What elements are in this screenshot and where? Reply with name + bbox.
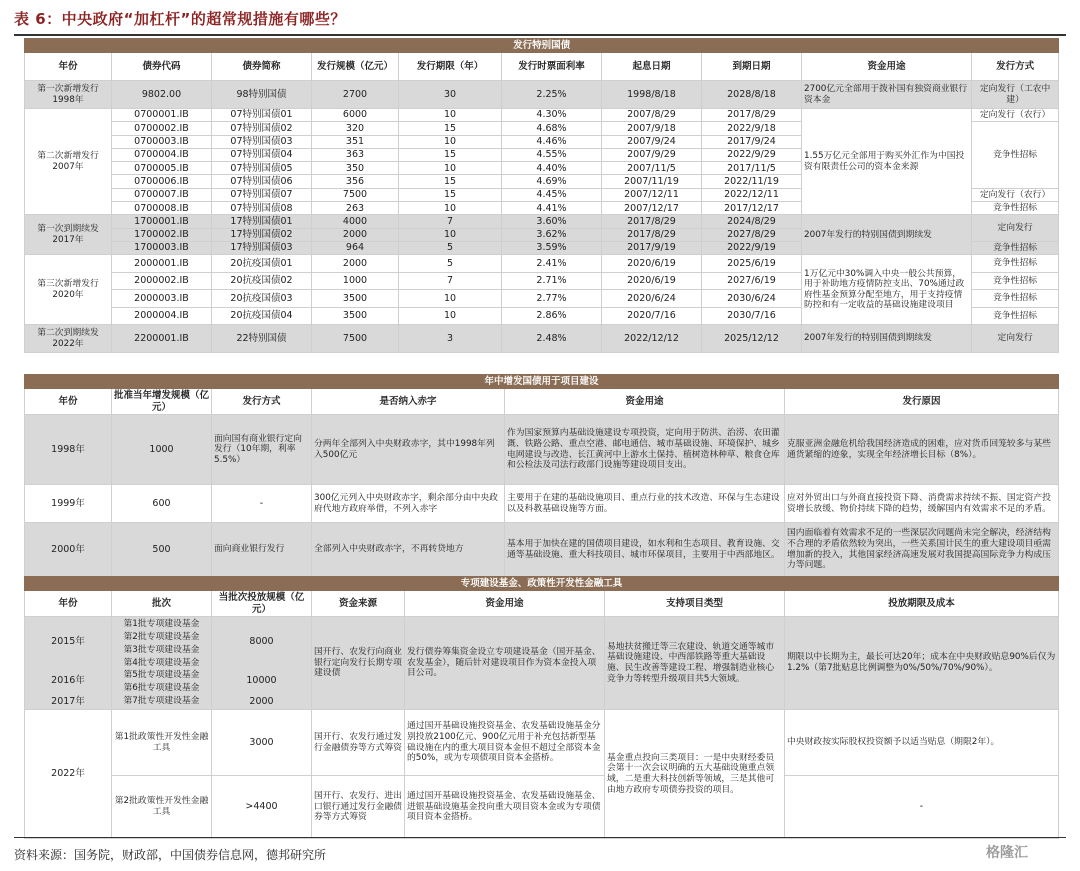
s1-cell-name: 17特别国债03 bbox=[212, 241, 312, 254]
s1-cell-rate: 4.41% bbox=[502, 202, 602, 215]
s3-size-b2: >4400 bbox=[212, 776, 312, 839]
s1-method: 定向发行（农行） bbox=[972, 188, 1059, 201]
s1-usage: 2007年发行的特别国债到期续发 bbox=[802, 325, 972, 353]
s3-col-header: 支持项目类型 bbox=[605, 591, 785, 617]
s1-cell-term: 10 bbox=[399, 202, 502, 215]
s1-cell-term: 10 bbox=[399, 162, 502, 175]
s1-cell-code: 0700005.IB bbox=[112, 162, 212, 175]
s3-batch-item: 第1批专项建设基金 bbox=[123, 619, 200, 630]
s1-cell-code: 1700001.IB bbox=[112, 215, 212, 228]
s2-cell-usage: 基本用于加快在建的国债项目建设，如水利和生态项目、教育设施、交通等基础设施、重大科技项目、城市环保项目，主要用于中西部地区。 bbox=[505, 523, 785, 577]
s1-cell-name: 07特别国债03 bbox=[212, 135, 312, 148]
s1-cell-code: 0700006.IB bbox=[112, 175, 212, 188]
s3-sizes-a bbox=[212, 617, 312, 710]
s1-cell-term: 3 bbox=[399, 325, 502, 353]
s3-batch-item: 第6批专项建设基金 bbox=[123, 683, 200, 694]
s1-cell-rate: 4.68% bbox=[502, 122, 602, 135]
s1-cell-term: 15 bbox=[399, 188, 502, 201]
s1-cell-start: 2020/6/24 bbox=[602, 290, 702, 308]
s1-usage: 2007年发行的特别国债到期续发 bbox=[802, 215, 972, 255]
s1-cell-end: 2022/11/19 bbox=[702, 175, 802, 188]
s3-size-2016: 10000 bbox=[246, 675, 277, 686]
s1-cell-start: 2017/8/29 bbox=[602, 215, 702, 228]
s1-method: 竞争性招标 bbox=[972, 272, 1059, 290]
top-rule bbox=[14, 34, 1066, 36]
s1-col-header: 到期日期 bbox=[702, 53, 802, 81]
s1-col-header: 发行规模（亿元） bbox=[312, 53, 399, 81]
s1-cell-code: 0700007.IB bbox=[112, 188, 212, 201]
s2-col-header: 发行方式 bbox=[212, 389, 312, 415]
s1-cell-name: 07特别国债06 bbox=[212, 175, 312, 188]
s2-col-header: 批准当年增发规模（亿元） bbox=[112, 389, 212, 415]
s1-cell-size: 351 bbox=[312, 135, 399, 148]
s3-size-b1: 3000 bbox=[212, 710, 312, 776]
s1-cell-rate: 4.55% bbox=[502, 148, 602, 161]
s1-cell-size: 1000 bbox=[312, 272, 399, 290]
s1-method: 竞争性招标 bbox=[972, 255, 1059, 273]
s1-usage: 2700亿元全部用于拨补国有独资商业银行资本金 bbox=[802, 81, 972, 109]
s1-cell-start: 2020/6/19 bbox=[602, 255, 702, 273]
s1-cell-term: 7 bbox=[399, 272, 502, 290]
s1-col-header: 发行时票面利率 bbox=[502, 53, 602, 81]
s3-size-2015: 8000 bbox=[249, 636, 274, 647]
s1-cell-end: 2030/7/16 bbox=[702, 307, 802, 325]
s1-cell-start: 2020/6/19 bbox=[602, 272, 702, 290]
s1-col-header: 债券代码 bbox=[112, 53, 212, 81]
s1-col-header: 年份 bbox=[25, 53, 112, 81]
s1-cell-code: 0700001.IB bbox=[112, 109, 212, 122]
s2-cell-reason: 应对外贸出口与外商直接投资下降、消费需求持续不振、国定资产投资增长放缓、物价持续下降的趋势，缓解国内有效需求不足的矛盾。 bbox=[785, 485, 1059, 523]
s1-cell-start: 2007/8/29 bbox=[602, 109, 702, 122]
s1-cell-name: 20抗疫国债02 bbox=[212, 272, 312, 290]
section-header-special-bonds: 发行特别国债 bbox=[25, 39, 1059, 53]
s1-cell-end: 2028/8/18 bbox=[702, 81, 802, 109]
s1-method: 定向发行（工农中建） bbox=[972, 81, 1059, 109]
s1-method: 竞争性招标 bbox=[972, 290, 1059, 308]
s3-col-header: 资金来源 bbox=[312, 591, 405, 617]
s3-term-b2: - bbox=[785, 776, 1059, 839]
s1-year-group: 第一次新增发行 1998年 bbox=[25, 81, 112, 109]
s1-cell-rate: 4.40% bbox=[502, 162, 602, 175]
s2-cell-reason: 国内面临着有效需求不足的一些深层次问题尚未完全解决，经济结构不合理的矛盾依然较为突出，一些关系国计民生的重大建设项目亟需增加新的投入，其他国家经济高速发展对我国提高国际竞争力构成压力等问题。 bbox=[785, 523, 1059, 577]
s3-source-a: 国开行、农发行向商业银行定向发行长期专项建设债 bbox=[312, 617, 405, 710]
s1-method: 竞争性招标 bbox=[972, 307, 1059, 325]
s1-cell-code: 0700002.IB bbox=[112, 122, 212, 135]
s1-cell-name: 17特别国债01 bbox=[212, 215, 312, 228]
s2-cell-deficit: 全部列入中央财政赤字，不再转贷地方 bbox=[312, 523, 505, 577]
s3-usage-a: 发行债券筹集资金设立专项建设基金（国开基金、农发基金），随后针对建设项目作为资本金投入项目公司。 bbox=[405, 617, 605, 710]
s1-cell-size: 3500 bbox=[312, 307, 399, 325]
s1-cell-end: 2017/9/24 bbox=[702, 135, 802, 148]
s1-usage: 1.55万亿元全部用于购买外汇作为中国投资有限责任公司的资本金来源 bbox=[802, 109, 972, 215]
s1-cell-name: 07特别国债04 bbox=[212, 148, 312, 161]
s3-year-2015: 2015年 bbox=[51, 636, 85, 647]
s1-cell-size: 6000 bbox=[312, 109, 399, 122]
s1-cell-code: 1700002.IB bbox=[112, 228, 212, 241]
s2-cell-method: 面向国有商业银行定向发行（10年期，利率5.5%） bbox=[212, 415, 312, 485]
s1-cell-start: 1998/8/18 bbox=[602, 81, 702, 109]
s1-cell-term: 5 bbox=[399, 255, 502, 273]
s1-cell-size: 4000 bbox=[312, 215, 399, 228]
s3-type-b: 基金重点投向三类项目：一是中央财经委员会第十一次会议明确的五大基础设施重点领域，二是重大科技创新等领域，三是其他可由地方政府专项债券投资的项目。 bbox=[605, 710, 785, 839]
s1-cell-term: 10 bbox=[399, 307, 502, 325]
s1-cell-name: 07特别国债02 bbox=[212, 122, 312, 135]
s1-cell-start: 2007/11/19 bbox=[602, 175, 702, 188]
s3-year-2022: 2022年 bbox=[25, 710, 112, 839]
s1-cell-end: 2027/8/29 bbox=[702, 228, 802, 241]
s1-cell-term: 10 bbox=[399, 228, 502, 241]
s3-years-a bbox=[25, 617, 112, 710]
s3-year-2016: 2016年 bbox=[51, 675, 85, 686]
s1-cell-name: 17特别国债02 bbox=[212, 228, 312, 241]
s1-cell-name: 22特别国债 bbox=[212, 325, 312, 353]
source-note: 资料来源：国务院，财政部，中国债券信息网，德邦研究所 bbox=[14, 848, 327, 862]
s3-col-header: 年份 bbox=[25, 591, 112, 617]
s1-col-header: 债券简称 bbox=[212, 53, 312, 81]
s1-cell-rate: 4.69% bbox=[502, 175, 602, 188]
s2-cell-size: 600 bbox=[112, 485, 212, 523]
s1-cell-size: 3500 bbox=[312, 290, 399, 308]
s1-cell-end: 2022/9/18 bbox=[702, 122, 802, 135]
s1-cell-rate: 4.45% bbox=[502, 188, 602, 201]
s1-cell-term: 15 bbox=[399, 175, 502, 188]
s1-cell-end: 2030/6/24 bbox=[702, 290, 802, 308]
s2-cell-size: 500 bbox=[112, 523, 212, 577]
s1-cell-start: 2017/9/19 bbox=[602, 241, 702, 254]
s1-year-group: 第三次新增发行 2020年 bbox=[25, 255, 112, 325]
s1-cell-name: 20抗疫国债01 bbox=[212, 255, 312, 273]
s1-cell-name: 20抗疫国债04 bbox=[212, 307, 312, 325]
s1-cell-rate: 2.71% bbox=[502, 272, 602, 290]
s1-cell-term: 10 bbox=[399, 290, 502, 308]
s1-cell-name: 07特别国债05 bbox=[212, 162, 312, 175]
s1-cell-start: 2007/9/29 bbox=[602, 148, 702, 161]
s3-source-b2: 国开行、农发行、进出口银行通过发行金融债券等方式筹资 bbox=[312, 776, 405, 839]
s1-cell-rate: 3.62% bbox=[502, 228, 602, 241]
s1-cell-code: 2000004.IB bbox=[112, 307, 212, 325]
s2-cell-method: 面向商业银行发行 bbox=[212, 523, 312, 577]
s3-batch-item: 第5批专项建设基金 bbox=[123, 670, 200, 681]
s1-cell-term: 5 bbox=[399, 241, 502, 254]
s1-col-header: 资金用途 bbox=[802, 53, 972, 81]
s1-col-header: 发行期限（年） bbox=[399, 53, 502, 81]
s1-cell-code: 9802.00 bbox=[112, 81, 212, 109]
s2-cell-year: 1998年 bbox=[25, 415, 112, 485]
section-header-policy-funds: 专项建设基金、政策性开发性金融工具 bbox=[25, 577, 1059, 591]
s1-cell-size: 964 bbox=[312, 241, 399, 254]
s3-type-a: 易地扶贫搬迁等三农建设、轨道交通等城市基础设施建设、中西部铁路等重大基础设施、民生改善等建设工程、增强制造业核心竞争力等转型升级项目共5大领域。 bbox=[605, 617, 785, 710]
s1-cell-size: 363 bbox=[312, 148, 399, 161]
s1-cell-start: 2007/12/11 bbox=[602, 188, 702, 201]
s1-cell-term: 10 bbox=[399, 135, 502, 148]
s2-cell-usage: 主要用于在建的基础设施项目、重点行业的技术改造、环保与生态建设以及科教基础设施等方面。 bbox=[505, 485, 785, 523]
s1-cell-start: 2007/9/24 bbox=[602, 135, 702, 148]
policy-fund-table bbox=[24, 576, 1059, 839]
s1-cell-rate: 2.25% bbox=[502, 81, 602, 109]
s1-cell-end: 2022/9/29 bbox=[702, 148, 802, 161]
s1-cell-start: 2007/9/18 bbox=[602, 122, 702, 135]
s1-cell-term: 15 bbox=[399, 148, 502, 161]
s1-cell-rate: 3.60% bbox=[502, 215, 602, 228]
s2-cell-year: 1999年 bbox=[25, 485, 112, 523]
s1-cell-start: 2007/12/17 bbox=[602, 202, 702, 215]
s1-year-group: 第一次到期续发 2017年 bbox=[25, 215, 112, 255]
s3-size-2017: 2000 bbox=[249, 696, 274, 707]
s1-cell-start: 2007/11/5 bbox=[602, 162, 702, 175]
s3-batch-item: 第4批专项建设基金 bbox=[123, 657, 200, 668]
s2-col-header: 发行原因 bbox=[785, 389, 1059, 415]
s1-cell-term: 15 bbox=[399, 122, 502, 135]
s3-batch-item: 第2批专项建设基金 bbox=[123, 632, 200, 642]
s1-cell-code: 0700003.IB bbox=[112, 135, 212, 148]
s3-batch-b1: 第1批政策性开发性金融工具 bbox=[112, 710, 212, 776]
s1-cell-size: 350 bbox=[312, 162, 399, 175]
s1-col-header: 起息日期 bbox=[602, 53, 702, 81]
s3-usage-b1: 通过国开基础设施投资基金、农发基础设施基金分别投放2100亿元、900亿元用于补充包括新型基础设施在内的重大项目资本金但不超过全部资本金的50%，或为专项债项目资本金搭桥。 bbox=[405, 710, 605, 776]
s1-method: 定向发行 bbox=[972, 325, 1059, 353]
s2-cell-reason: 克服亚洲金融危机给我国经济造成的困难，应对货币回笼较多与某些通货紧缩的迹象，实现全年经济增长目标（8%）。 bbox=[785, 415, 1059, 485]
s1-method: 竞争性招标 bbox=[972, 122, 1059, 188]
s1-cell-code: 0700004.IB bbox=[112, 148, 212, 161]
s1-cell-size: 320 bbox=[312, 122, 399, 135]
s2-cell-usage: 作为国家预算内基础设施建设专项投资，定向用于防洪、治涝、农田灌溉、铁路公路、重点空港、邮电通信、城市基础设施、环境保护、城乡电网建设与改造、长江黄河中上游水土保持、植树造林种草、粮食仓库和公检法及司法行政部门设施等建设项目支出。 bbox=[505, 415, 785, 485]
s1-year-group: 第二次新增发行 2007年 bbox=[25, 109, 112, 215]
s3-col-header: 批次 bbox=[112, 591, 212, 617]
bottom-rule bbox=[14, 837, 1066, 838]
midyear-bond-table bbox=[24, 374, 1059, 577]
s1-cell-rate: 2.77% bbox=[502, 290, 602, 308]
s1-cell-term: 30 bbox=[399, 81, 502, 109]
s1-cell-size: 2700 bbox=[312, 81, 399, 109]
s1-cell-rate: 2.48% bbox=[502, 325, 602, 353]
s2-cell-year: 2000年 bbox=[25, 523, 112, 577]
s3-batch-item: 第7批专项建设基金 bbox=[123, 695, 200, 706]
s1-cell-rate: 2.86% bbox=[502, 307, 602, 325]
s2-cell-deficit: 分两年全部列入中央财政赤字，其中1998年列入500亿元 bbox=[312, 415, 505, 485]
s1-cell-term: 10 bbox=[399, 109, 502, 122]
s1-cell-name: 07特别国债08 bbox=[212, 202, 312, 215]
s1-cell-end: 2022/9/19 bbox=[702, 241, 802, 254]
watermark-logo: 格隆汇 bbox=[986, 845, 1028, 861]
s1-cell-rate: 4.30% bbox=[502, 109, 602, 122]
s1-cell-end: 2017/8/29 bbox=[702, 109, 802, 122]
s1-cell-code: 1700003.IB bbox=[112, 241, 212, 254]
s1-cell-size: 7500 bbox=[312, 188, 399, 201]
s1-cell-rate: 3.59% bbox=[502, 241, 602, 254]
s1-cell-end: 2022/12/11 bbox=[702, 188, 802, 201]
s1-cell-end: 2017/11/5 bbox=[702, 162, 802, 175]
s3-term-b1: 中央财政按实际股权投资额予以适当贴息（期限2年）。 bbox=[785, 710, 1059, 776]
s1-cell-start: 2017/8/29 bbox=[602, 228, 702, 241]
s1-col-header: 发行方式 bbox=[972, 53, 1059, 81]
s1-cell-end: 2027/6/19 bbox=[702, 272, 802, 290]
s3-year-2017: 2017年 bbox=[51, 696, 85, 707]
s2-col-header: 年份 bbox=[25, 389, 112, 415]
s2-col-header: 资金用途 bbox=[505, 389, 785, 415]
s3-source-b1: 国开行、农发行通过发行金融债券等方式筹资 bbox=[312, 710, 405, 776]
s3-col-header: 投放期限及成本 bbox=[785, 591, 1059, 617]
s3-term-a: 期限以中长期为主，最长可达20年；成本在中央财政贴息90%后仅为1.2%（第7批贴息比例调整为0%/50%/70%/90%）。 bbox=[785, 617, 1059, 710]
special-bond-table bbox=[24, 38, 1059, 353]
s3-batches-a bbox=[112, 617, 212, 710]
s1-method: 竞争性招标 bbox=[972, 241, 1059, 254]
s1-cell-name: 20抗疫国债03 bbox=[212, 290, 312, 308]
s1-method: 竞争性招标 bbox=[972, 202, 1059, 215]
s3-usage-b2: 通过国开基础设施投资基金、农发基础设施基金、进银基础设施基金投向重大项目资本金或为专项债项目资本金搭桥。 bbox=[405, 776, 605, 839]
s1-cell-end: 2025/6/19 bbox=[702, 255, 802, 273]
s1-method: 定向发行（农行） bbox=[972, 109, 1059, 122]
s1-cell-end: 2024/8/29 bbox=[702, 215, 802, 228]
s1-method: 定向发行 bbox=[972, 215, 1059, 242]
s2-cell-method: - bbox=[212, 485, 312, 523]
s1-cell-term: 7 bbox=[399, 215, 502, 228]
s1-cell-size: 7500 bbox=[312, 325, 399, 353]
s1-cell-size: 2000 bbox=[312, 255, 399, 273]
s3-batch-item: 第3批专项建设基金 bbox=[123, 644, 200, 655]
s1-cell-code: 2200001.IB bbox=[112, 325, 212, 353]
s1-cell-name: 98特别国债 bbox=[212, 81, 312, 109]
s2-cell-size: 1000 bbox=[112, 415, 212, 485]
table-title: 表 6：中央政府“加杠杆”的超常规措施有哪些？ bbox=[14, 10, 346, 28]
s1-cell-code: 2000002.IB bbox=[112, 272, 212, 290]
s1-cell-name: 07特别国债07 bbox=[212, 188, 312, 201]
s1-cell-code: 2000001.IB bbox=[112, 255, 212, 273]
s2-cell-deficit: 300亿元列入中央财政赤字，剩余部分由中央政府代地方政府举借，不列入赤字 bbox=[312, 485, 505, 523]
s1-usage: 1万亿元中30%调入中央一般公共预算，用于补助地方疫情防控支出、70%通过政府性基金预算分配至地方，用于支持疫情防控和有一定收益的基础设施建设项目 bbox=[802, 255, 972, 325]
s1-cell-start: 2020/7/16 bbox=[602, 307, 702, 325]
s1-cell-end: 2017/12/17 bbox=[702, 202, 802, 215]
s1-cell-size: 356 bbox=[312, 175, 399, 188]
s1-cell-code: 0700008.IB bbox=[112, 202, 212, 215]
s1-cell-rate: 4.46% bbox=[502, 135, 602, 148]
section-header-midyear-bonds: 年中增发国债用于项目建设 bbox=[25, 375, 1059, 389]
s1-cell-size: 2000 bbox=[312, 228, 399, 241]
s3-col-header: 资金用途 bbox=[405, 591, 605, 617]
s1-cell-code: 2000003.IB bbox=[112, 290, 212, 308]
s1-cell-end: 2025/12/12 bbox=[702, 325, 802, 353]
s2-col-header: 是否纳入赤字 bbox=[312, 389, 505, 415]
s3-batch-b2: 第2批政策性开发性金融工具 bbox=[112, 776, 212, 839]
s1-cell-start: 2022/12/12 bbox=[602, 325, 702, 353]
s1-cell-size: 263 bbox=[312, 202, 399, 215]
s1-cell-rate: 2.41% bbox=[502, 255, 602, 273]
s1-cell-name: 07特别国债01 bbox=[212, 109, 312, 122]
s3-col-header: 当批次投放规模（亿元） bbox=[212, 591, 312, 617]
s1-year-group: 第二次到期续发 2022年 bbox=[25, 325, 112, 353]
